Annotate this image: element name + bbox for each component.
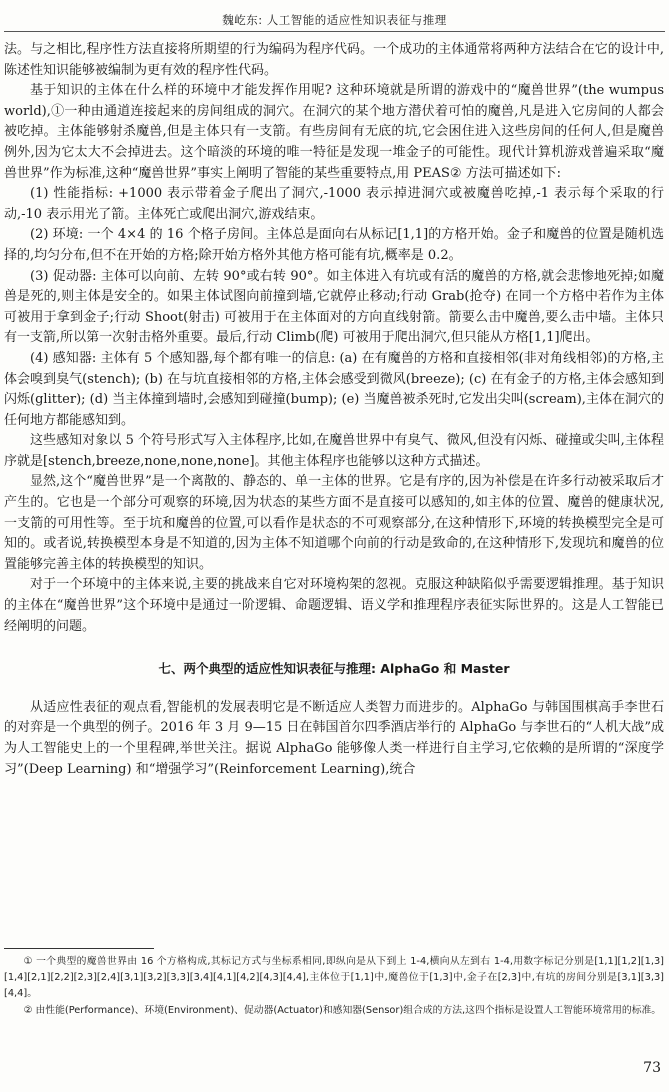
- footnote-1: ① 一个典型的魔兽世界由 16 个方格构成,其标记方式与坐标系相同,即纵向是从下到上 1-4,横向从左到右 1-4,用数字标记分别是[1,1][1,2][1,3][1,4][2,1][2,2][2,3][2,4][3,1][3,2][3,3][3,4][4,1][4,2][4,3][4,4],主体位于[1,1]中,魔兽位于[1,3]中,金子在[2,3]中,有坑的房间分别是[3,1][3,3][4,4]。: [4, 956, 664, 999]
- paragraph-performance: (1) 性能指标: +1000 表示带着金子爬出了洞穴,-1000 表示掉进洞穴或被魔兽吃掉,-1 表示每个采取的行动,-10 表示用光了箭。主体死亡或爬出洞穴,游戏结束。: [4, 186, 664, 222]
- paragraph: 从适应性表征的观点看,智能机的发展表明它是不断适应人类智力而进步的。AlphaGo 与韩国围棋高手李世石的对弈是一个典型的例子。2016 年 3 月 9—15 日在韩国首尔四季酒店举行的 AlphaGo 与李世石的“人机大战”成为人工智能史上的一个里程碑,举世关注。据说 AlphaGo 能够像人类一样进行自主学习,它依赖的是所谓的“深度学习”(Deep Learning) 和“增强学习”(Reinforcement Learning),统合: [4, 699, 664, 777]
- footnotes: [4, 954, 664, 1020]
- paragraph: 显然,这个“魔兽世界”是一个离散的、静态的、单一主体的世界。它是有序的,因为补偿是在许多行动被采取后才产生的。它也是一个部分可观察的环境,因为状态的某些方面不是直接可以感知的,如主体的位置、魔兽的健康状况,一支箭的可用性等。至于坑和魔兽的位置,可以看作是状态的不可观察部分,在这种情形下,环境的转换模型完全是可知的。或者说,转换模型本身是不知道的,因为主体不知道哪个向前的行动是致命的,在这种情形下,发现坑和魔兽的位置能够完善主体的转换模型的知识。: [4, 474, 664, 572]
- paragraph: 对于一个环境中的主体来说,主要的挑战来自它对环境构架的忽视。克服这种缺陷似乎需要逻辑推理。基于知识的主体在“魔兽世界”这个环境中是通过一阶逻辑、命题逻辑、语义学和推理程序表征实际世界的。这是人工智能已经阐明的问题。: [4, 577, 664, 634]
- paragraph-environment: (2) 环境: 一个 4×4 的 16 个格子房间。主体总是面向右从标记[1,1]的方格开始。金子和魔兽的位置是随机选择的,均匀分布,但不在开始的方格;除开始方格外其他方格可能有坑,概率是 0.2。: [4, 227, 664, 263]
- paragraph-sensors: (4) 感知器: 主体有 5 个感知器,每个都有唯一的信息: (a) 在有魔兽的方格和直接相邻(非对角线相邻)的方格,主体会嗅到臭气(stench); (b) 在与坑直接相邻的方格,主体会感受到微风(breeze); (c) 在有金子的方格,主体会感知到闪烁(glitter); (d) 当主体撞到墙时,会感知到碰撞(bump); (e) 当魔兽被杀死时,它发出尖叫(scream),主体在洞穴的任何地方都能感知到。: [4, 350, 664, 428]
- running-header: 魏屹东: 人工智能的适应性知识表征与推理: [222, 13, 447, 27]
- footnote-2: ② 由性能(Performance)、环境(Environment)、促动器(Actuator)和感知器(Sensor)组合成的方法,这四个指标是设置人工智能环境常用的标准。: [23, 1005, 662, 1016]
- paragraph-actuators: (3) 促动器: 主体可以向前、左转 90°或右转 90°。如主体进入有坑或有活的魔兽的方格,就会悲惨地死掉;如魔兽是死的,则主体是安全的。如果主体试图向前撞到墙,它就停止移动;行动 Grab(抢夺) 在同一个方格中若作为主体可被用于拿到金子;行动 Shoot(射击) 可被用于在主体面对的方向直线射箭。箭要么击中魔兽,要么击中墙。主体只有一支箭,所以第一次射击格外重要。最后,行动 Climb(爬) 可被用于爬出洞穴,但只能从方格[1,1]爬出。: [4, 268, 664, 346]
- paragraph: 这些感知对象以 5 个符号形式写入主体程序,比如,在魔兽世界中有臭气、微风,但没有闪烁、碰撞或尖叫,主体程序就是[stench,breeze,none,none,none]。其他主体程序也能够以这种方式描述。: [4, 433, 664, 469]
- footnote-divider: [4, 948, 154, 949]
- page-number: 73: [643, 1060, 661, 1076]
- paragraph: 基于知识的主体在什么样的环境中才能发挥作用呢? 这种环境就是所谓的游戏中的“魔兽世界”(the wumpus world),①一种由通道连接起来的房间组成的洞穴。在洞穴的某个地方潜伏着可怕的魔兽,凡是进入它房间的人都会被吃掉。主体能够射杀魔兽,但是主体只有一支箭。有些房间有无底的坑,它会困住进入这些房间的任何人,但是魔兽例外,因为它太大不会掉进去。这个暗淡的环境的唯一特征是发现一堆金子的可能性。现代计算机游戏普遍采取“魔兽世界”作为标准,这种“魔兽世界”事实上阐明了智能的某些重要特点,用 PEAS② 方法可描述如下:: [4, 83, 664, 181]
- paragraph-continued: 法。与之相比,程序性方法直接将所期望的行为编码为程序代码。一个成功的主体通常将两种方法结合在它的设计中,陈述性知识能够被编制为更有效的程序性代码。: [4, 42, 664, 78]
- main-text: [4, 40, 664, 780]
- header-divider: [4, 31, 665, 32]
- section-heading: 七、两个典型的适应性知识表征与推理: AlphaGo 和 Master: [158, 661, 510, 677]
